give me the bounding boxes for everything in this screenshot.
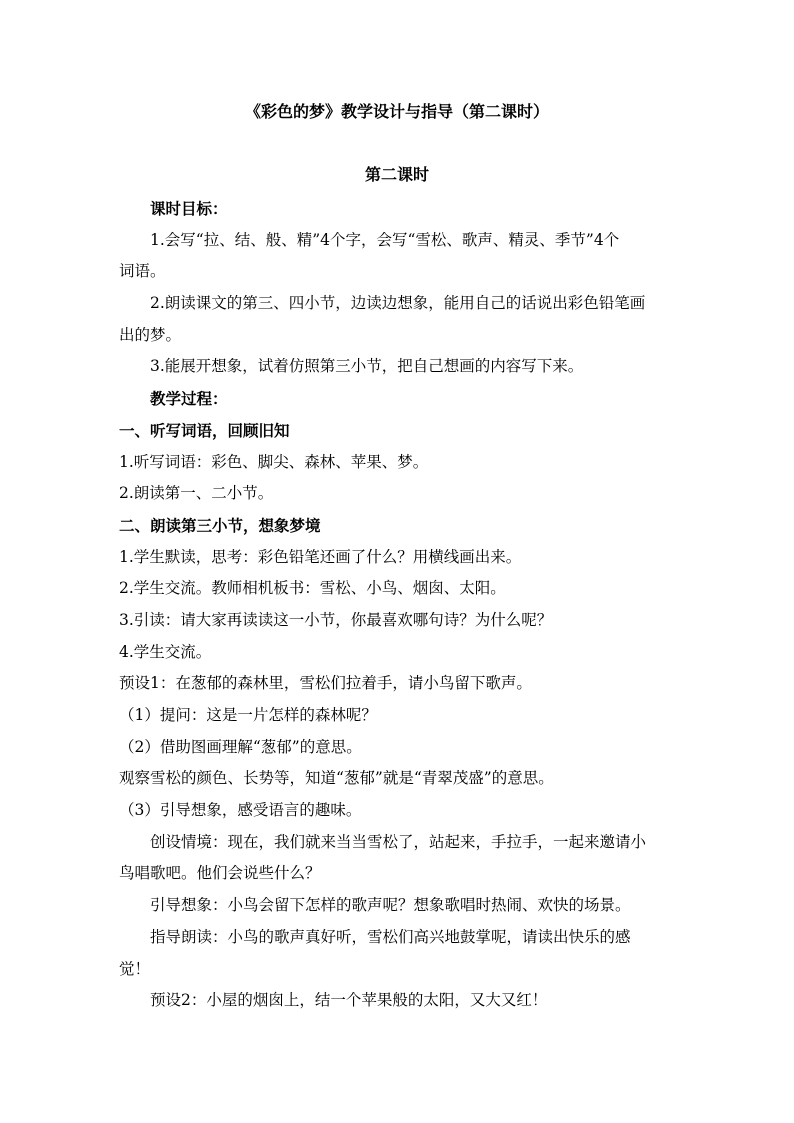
paragraph-line: 引导想象：小鸟会留下怎样的歌声呢？想象歌唱时热闹、欢快的场景。 (150, 896, 631, 915)
paragraph-line: 预设1：在葱郁的森林里，雪松们拉着手，请小鸟留下歌声。 (119, 674, 532, 693)
paragraph-line: （2）借助图画理解“葱郁”的意思。 (119, 737, 362, 756)
paragraph-line: 指导朗读：小鸟的歌声真好听，雪松们高兴地鼓掌呢，请读出快乐的感 (150, 927, 631, 946)
paragraph-line: 预设2：小屋的烟囱上，结一个苹果般的太阳，又大又红！ (150, 991, 548, 1010)
paragraph-line: 觉！ (119, 959, 151, 978)
paragraph-line: 1.学生默读，思考：彩色铅笔还画了什么？用横线画出来。 (119, 547, 522, 566)
section-heading-part-one: 一、听写词语，回顾旧知 (119, 420, 290, 440)
document-title: 《彩色的梦》教学设计与指导（第二课时） (244, 102, 549, 121)
paragraph-line: 3.能展开想象，试着仿照第三小节，把自己想画的内容写下来。 (150, 357, 584, 376)
paragraph-line: 1.听写词语：彩色、脚尖、森林、苹果、梦。 (119, 452, 429, 471)
paragraph-line: 2.学生交流。教师相机板书：雪松、小鸟、烟囱、太阳。 (119, 579, 506, 598)
paragraph-line: 2.朗读课文的第三、四小节，边读边想象，能用自己的话说出彩色铅笔画 (150, 294, 646, 313)
lesson-title: 第二课时 (364, 165, 429, 184)
paragraph-line: （3）引导想象，感受语言的趣味。 (119, 801, 362, 820)
paragraph-line: 观察雪松的颜色、长势等，知道“葱郁”就是“青翠茂盛”的意思。 (119, 769, 554, 788)
section-heading-objectives: 课时目标： (150, 199, 228, 218)
paragraph-line: 创设情境：现在，我们就来当当雪松了，站起来，手拉手，一起来邀请小 (150, 832, 647, 851)
paragraph-line: （1）提问：这是一片怎样的森林呢？ (119, 706, 377, 724)
paragraph-line: 4.学生交流。 (119, 642, 212, 661)
paragraph-line: 2.朗读第一、二小节。 (119, 484, 274, 503)
section-heading-process: 教学过程： (150, 389, 228, 409)
section-heading-part-two: 二、朗读第三小节，想象梦境 (119, 515, 321, 535)
paragraph-line: 3.引读：请大家再读读这一小节，你最喜欢哪句诗？为什么呢？ (119, 610, 553, 629)
document-body (119, 193, 675, 1017)
paragraph-line: 词语。 (119, 262, 166, 281)
paragraph-line: 鸟唱歌吧。他们会说些什么？ (119, 864, 321, 883)
paragraph-line: 1.会写“拉、结、般、精”4个字，会写“雪松、歌声、精灵、季节”4个 (150, 230, 620, 249)
paragraph-line: 出的梦。 (119, 325, 182, 344)
